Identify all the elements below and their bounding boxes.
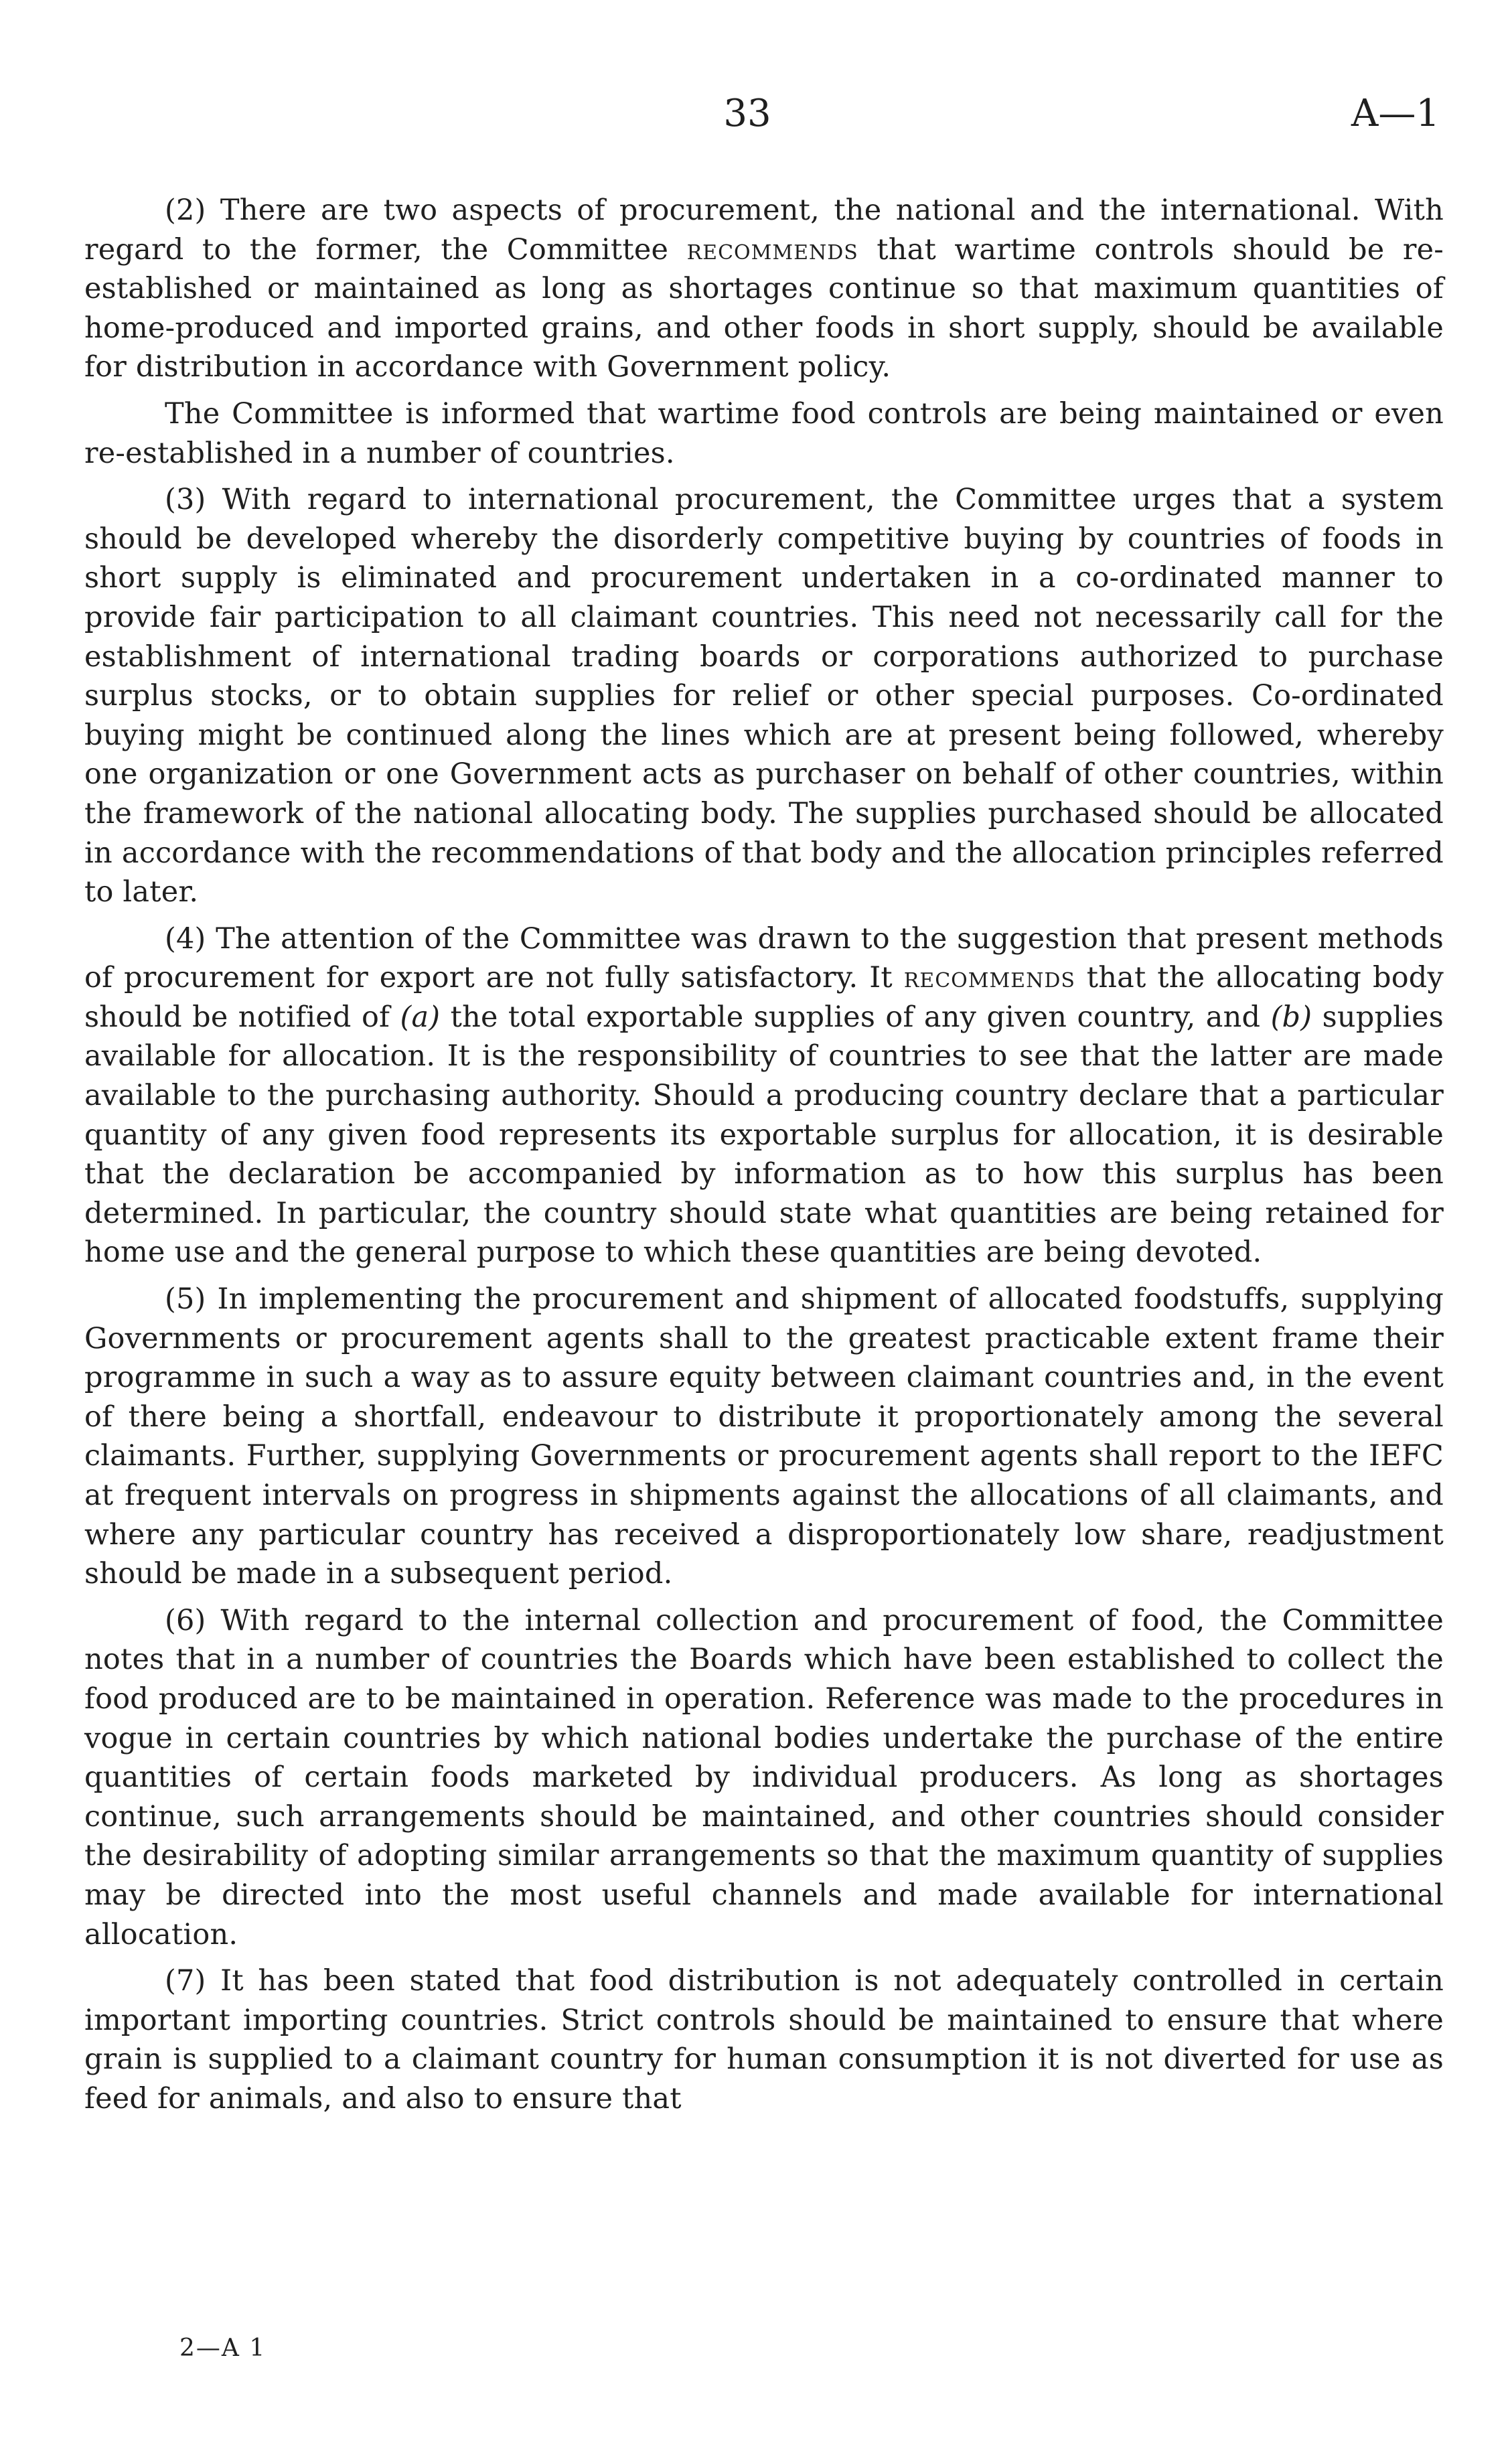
paragraph-3: (3) With regard to international procurement, the Committee urges that a system should be developed whereby the disorderly competitive buying by countries of foods in short supply is eliminated and procurement undertaken in a co-ordinated manner to provide fair participation to all claimant countries. This need not necessarily call for the establishment of international trading boards or corporations authorized to purchase surplus stocks, or to obtain supplies for relief or other special purposes. Co-ordinated buying might be continued along the lines which are at present being followed, whereby one organization or one Government acts as purchaser on behalf of other countries, within the framework of the national allocating body. The supplies purchased should be allocated in accordance with the recommendations of that body and the allocation principles referred to later. <box>84 483 1444 909</box>
paragraph-2b: The Committee is informed that wartime food controls are being maintained or even re-established in a number of countries. <box>84 396 1444 470</box>
recommends-keyword: recommends <box>686 232 858 267</box>
document-reference: A—1 <box>1351 92 1440 135</box>
page-number: 33 <box>723 92 771 135</box>
body-text <box>84 191 1444 2126</box>
paragraph-4-text-mid-2: the total exportable supplies of any given country, and <box>440 1000 1271 1034</box>
clause-label-b: (b) <box>1270 1000 1312 1034</box>
paragraph-4-text-start: (4) The attention of the Committee was drawn to the suggestion that present methods of procurement for export are not fully satisfactory. It <box>84 921 1444 995</box>
paragraph-2-text-start: (2) There are two aspects of procurement, the national and the international. With regard to the former, the Committee <box>84 194 1444 267</box>
paragraph-7: (7) It has been stated that food distribution is not adequately controlled in certain important importing countries. Strict controls should be maintained to ensure that where grain is supplied to a claimant country for human consumption it is not diverted for use as feed for animals, and also to ensure that <box>84 1964 1444 2115</box>
paragraph-4-text-mid: that the allocating body should be notified of <box>84 961 1444 1034</box>
paragraph-4-text-end: supplies available for allocation. It is the responsibility of countries to see that the latter are made available to the purchasing authority. Should a producing country declare that a particular quantity of any given food represents its exportable surplus for allocation, it is desirable that the declaration be accompanied by information as to how this surplus has been determined. In particular, the country should state what quantities are being retained for home use and the general purpose to which these quantities are being devoted. <box>84 1000 1444 1270</box>
clause-label-a: (a) <box>400 1000 441 1034</box>
paragraph-6: (6) With regard to the internal collection and procurement of food, the Committee notes that in a number of countries the Boards which have been established to collect the food produced are to be maintained in operation. Reference was made to the procedures in vogue in certain countries by which national bodies undertake the purchase of the entire quantities of certain foods marketed by individual producers. As long as shortages continue, such arrangements should be maintained, and other countries should consider the desirability of adopting similar arrangements so that the maximum quantity of supplies may be directed into the most useful channels and made available for international allocation. <box>84 1603 1444 1951</box>
paragraph-2-text-end: that wartime controls should be re-established or maintained as long as shortages continue so that maximum quantities of home-produced and imported grains, and other foods in short supply, should be available for distribution in accordance with Government policy. <box>84 232 1444 384</box>
paragraph-4 <box>84 919 1444 1272</box>
paragraph-2 <box>84 191 1444 387</box>
recommends-keyword: recommends <box>903 961 1075 995</box>
paragraph-5: (5) In implementing the procurement and shipment of allocated foodstuffs, supplying Governments or procurement agents shall to the greatest practicable extent frame their programme in such a way as to assure equity between claimant countries and, in the event of there being a shortfall, endeavour to distribute it proportionately among the several claimants. Further, supplying Governments or procurement agents shall report to the IEFC at frequent intervals on progress in shipments against the allocations of all claimants, and where any particular country has received a disproportionately low share, readjustment should be made in a subsequent period. <box>84 1282 1444 1591</box>
printer-signature: 2—A 1 <box>179 2334 267 2362</box>
